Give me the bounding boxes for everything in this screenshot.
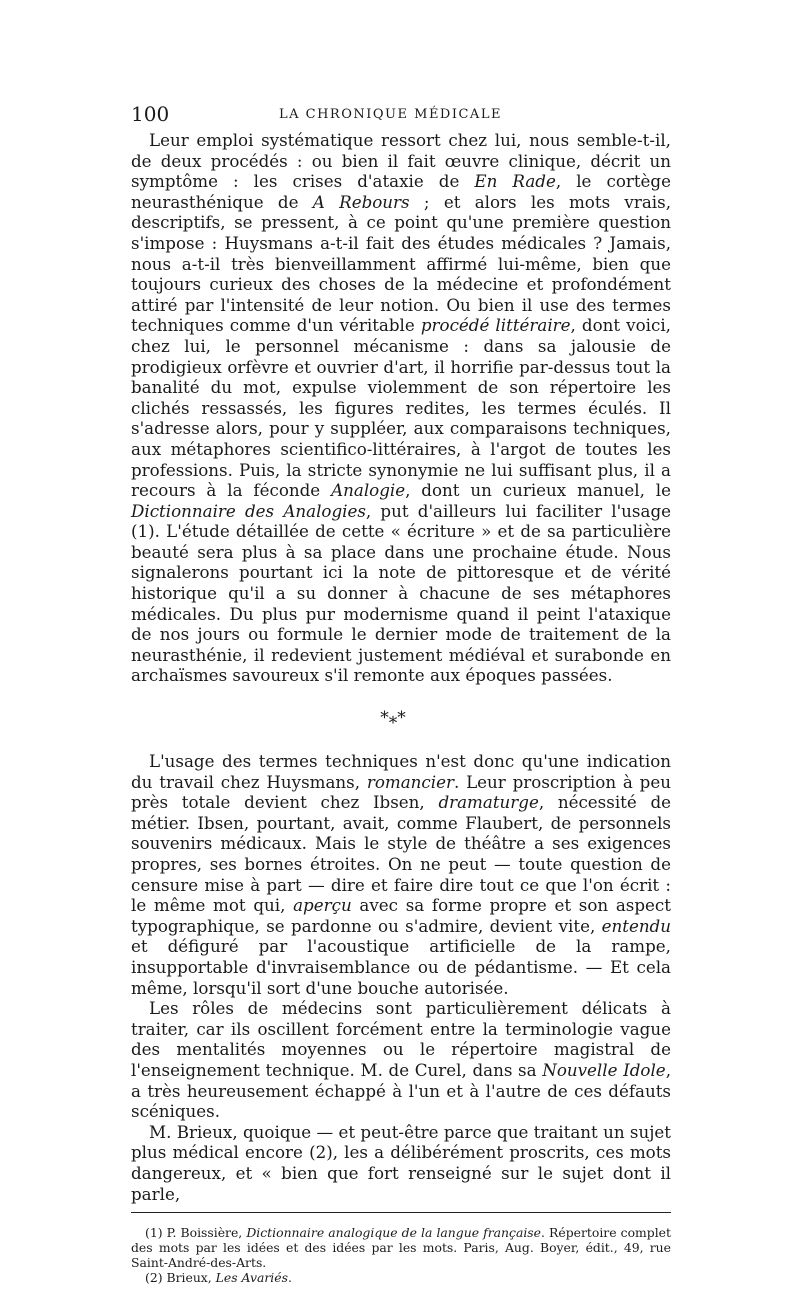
text-run: et défiguré par l'acoustique artificielle de la rampe, insupportable d'invraisemblance ou de pédantisme. — Et cela même, lorsqu'il sort d'une bouche autorisée. <box>131 936 671 998</box>
footnote-1 <box>131 1225 671 1270</box>
italic-phrase: aperçu <box>293 895 352 916</box>
footnote-2 <box>131 1270 671 1285</box>
paragraph-4 <box>131 1122 671 1204</box>
running-title: LA CHRONIQUE MÉDICALE <box>279 107 502 122</box>
text-run: (1) P. Boissière, <box>145 1225 247 1241</box>
italic-title: Dictionnaire des Analogies <box>131 500 366 521</box>
text-run: . <box>287 1270 292 1286</box>
text-run: Leur emploi systématique ressort chez lui, nous semble-t-il, de deux procédés : ou bien il fait œuvre clinique, décrit un symptôme : les crises d'ataxie de <box>131 130 671 192</box>
document-page <box>131 102 671 1285</box>
page-header <box>131 102 671 128</box>
text-run: , le cortège neurasthénique de <box>131 171 671 212</box>
footnote-divider <box>131 1212 671 1213</box>
text-run: (2) Brieux, <box>145 1270 216 1286</box>
text-run: ; et alors les mots vrais, descriptifs, se pressent, à ce point qu'une première question s'impose : Huysmans a-t-il fait des études médicales ? Jamais, nous a-t-il très bienveillamment affirmé lui-même, bien que toujours curieux des choses de la médecine et profondément attiré par l'intensité de leur notion. Ou bien il use des termes techniques comme d'un véritable <box>131 191 671 336</box>
paragraph-3 <box>131 998 671 1122</box>
italic-phrase: dramaturge <box>438 792 539 813</box>
text-run: , dont un curieux manuel, le <box>405 480 671 501</box>
text-run: . Leur proscription à peu près totale devient chez Ibsen, <box>131 771 671 813</box>
italic-phrase: Analogie <box>331 480 406 501</box>
section-asterism: *⁎* <box>380 708 406 729</box>
text-run: avec sa forme propre et son aspect typographique, se pardonne ou s'admire, devient vite, <box>131 895 671 936</box>
text-run: , put d'ailleurs lui faciliter l'usage (1). L'étude détaillée de cette « écriture » et de sa particulière beauté sera plus à sa place dans une prochaine étude. Nous signalerons pourtant ici la note de pittoresque et de vérité historique qu'il a su donner à chacune de ses métaphores médicales. Du plus pur modernisme quand il peint l'ataxique de nos jours ou formule le dernier mode de traitement de la neurasthénie, il redevient justement médiéval et surabonde en archaïsmes savoureux s'il remonte aux époques passées. <box>131 500 672 686</box>
italic-phrase: entendu <box>601 915 671 936</box>
italic-phrase: procédé littéraire <box>420 315 571 336</box>
italic-title: Dictionnaire analogique de la langue française <box>246 1225 541 1241</box>
text-run: , a très heureusement échappé à l'un et à l'autre de ces défauts scéniques. <box>131 1059 671 1122</box>
text-run: , dont voici, chez lui, le personnel mécanisme : dans sa jalousie de prodigieux orfèvre et ouvrier d'art, il horrifie par-dessus tout la banalité du mot, expulse violemment de son répertoire les clichés ressassés, les figures redites, les termes éculés. Il s'adresse alors, pour y suppléer, aux comparaisons techniques, aux métaphores scientifico-littéraires, à l'argot de toutes les professions. Puis, la stricte synonymie ne lui suffisant plus, il a recours à la féconde <box>131 315 671 501</box>
text-run: , nécessité de métier. Ibsen, pourtant, avait, comme Flaubert, de personnels souvenirs médicaux. Mais le style de théâtre a ses exigences propres, ses bornes étroites. On ne peut — toute question de censure mise à part — dire et faire dire tout ce que l'on écrit : le même mot qui, <box>131 792 671 916</box>
paragraph-2 <box>131 751 671 998</box>
italic-title: En Rade <box>474 171 556 192</box>
paragraph-1 <box>131 130 671 686</box>
italic-title: Les Avariés <box>215 1270 288 1286</box>
text-run: . Répertoire complet des mots par les idées et des idées par les mots. Paris, Aug. Boyer, édit., 49, rue Saint-André-des-Arts. <box>131 1225 671 1271</box>
italic-phrase: romancier <box>366 771 454 792</box>
italic-title: A Rebours <box>312 191 410 212</box>
page-number: 100 <box>131 102 170 126</box>
text-run: L'usage des termes techniques n'est donc qu'une indication du travail chez Huysmans, <box>131 751 671 792</box>
italic-title: Nouvelle Idole <box>542 1059 666 1080</box>
text-run: Les rôles de médecins sont particulièrement délicats à traiter, car ils oscillent forcément entre la terminologie vague des mentalités moyennes ou le répertoire magistral de l'enseignement technique. M. de Curel, dans sa <box>131 998 671 1080</box>
text-run: M. Brieux, quoique — et peut-être parce que traitant un sujet plus médical encore (2), les a délibérément proscrits, ces mots dangereux, et « bien que fort renseigné sur le sujet dont il parle, <box>131 1121 671 1204</box>
